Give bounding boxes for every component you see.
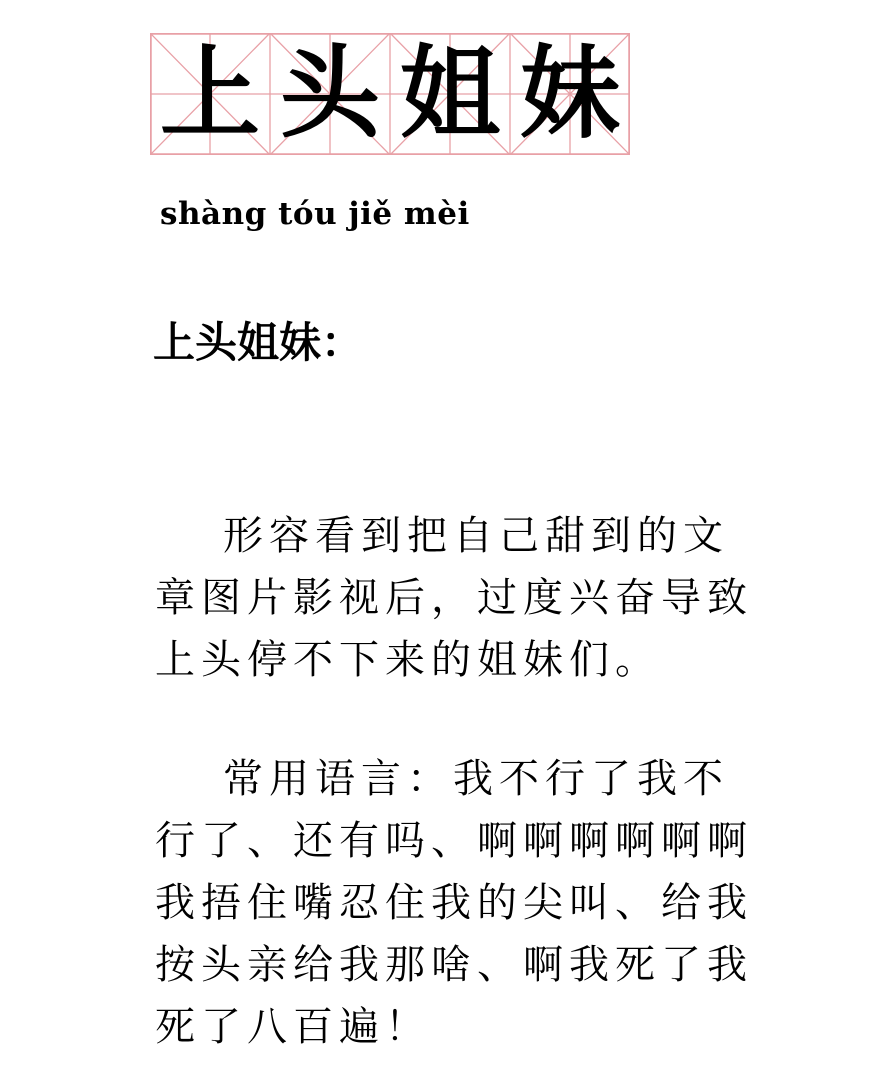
title-char-4: 妹 [520, 35, 620, 152]
term-heading: 上头姐妹： [153, 318, 364, 367]
title-characters [150, 33, 630, 155]
pinyin: shàng tóu jiě mèi [160, 196, 470, 232]
title-char-3: 姐 [400, 35, 500, 152]
title-char-1: 上 [160, 35, 260, 152]
definition-paragraph: 形容看到把自己甜到的文章图片影视后，过度兴奋导致上头停不下来的姐妹们。 [155, 513, 753, 683]
title-char-2: 头 [280, 35, 380, 152]
usage-paragraph: 常用语言：我不行了我不行了、还有吗、啊啊啊啊啊啊我捂住嘴忍住我的尖叫、给我按头亲给我那啥、啊我死了我死了八百遍！ [155, 756, 753, 1050]
title-grid [150, 33, 630, 155]
